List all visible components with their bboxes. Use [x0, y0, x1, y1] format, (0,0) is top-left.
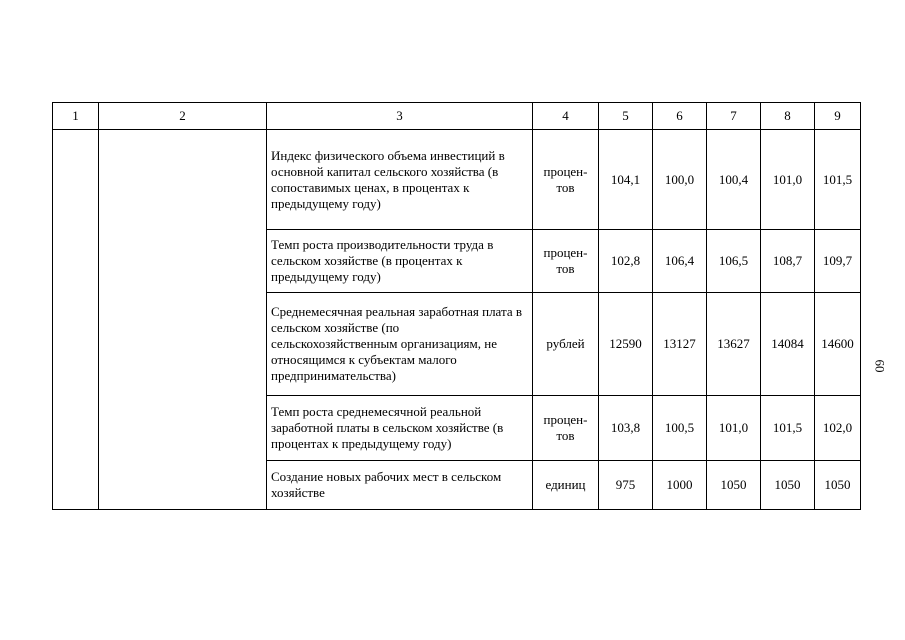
indicator-cell: Индекс физического объема инвестиций в основной капитал сельского хозяйства (в сопоставимых ценах, в процентах к предыдущему году)	[267, 130, 533, 230]
value-cell: 101,0	[707, 396, 761, 461]
value-cell: 102,0	[815, 396, 861, 461]
indicator-cell: Создание новых рабочих мест в сельском хозяйстве	[267, 461, 533, 510]
column-number-row	[53, 103, 861, 130]
unit-cell: процен-тов	[533, 130, 599, 230]
column-number: 7	[707, 103, 761, 130]
value-cell: 100,0	[653, 130, 707, 230]
table-row	[53, 130, 861, 230]
value-cell: 101,5	[761, 396, 815, 461]
indicator-cell: Темп роста производительности труда в сельском хозяйстве (в процентах к предыдущему году)	[267, 230, 533, 293]
empty-cell-col1	[53, 130, 99, 510]
value-cell: 13127	[653, 293, 707, 396]
value-cell: 1050	[707, 461, 761, 510]
page-number: 60	[872, 359, 888, 373]
value-cell: 100,5	[653, 396, 707, 461]
value-cell: 103,8	[599, 396, 653, 461]
value-cell: 1000	[653, 461, 707, 510]
empty-cell-col2	[99, 130, 267, 510]
value-cell: 106,4	[653, 230, 707, 293]
column-number: 2	[99, 103, 267, 130]
value-cell: 100,4	[707, 130, 761, 230]
value-cell: 1050	[815, 461, 861, 510]
column-number: 1	[53, 103, 99, 130]
value-cell: 108,7	[761, 230, 815, 293]
column-number: 3	[267, 103, 533, 130]
unit-cell: процен-тов	[533, 230, 599, 293]
value-cell: 106,5	[707, 230, 761, 293]
unit-cell: рублей	[533, 293, 599, 396]
value-cell: 14084	[761, 293, 815, 396]
value-cell: 14600	[815, 293, 861, 396]
value-cell: 104,1	[599, 130, 653, 230]
value-cell: 109,7	[815, 230, 861, 293]
indicators-table	[52, 102, 861, 510]
value-cell: 101,0	[761, 130, 815, 230]
value-cell: 101,5	[815, 130, 861, 230]
column-number: 6	[653, 103, 707, 130]
indicator-cell: Темп роста среднемесячной реальной заработной платы в сельском хозяйстве (в процентах к предыдущему году)	[267, 396, 533, 461]
value-cell: 13627	[707, 293, 761, 396]
value-cell: 102,8	[599, 230, 653, 293]
column-number: 5	[599, 103, 653, 130]
column-number: 9	[815, 103, 861, 130]
indicator-cell: Среднемесячная реальная заработная плата в сельском хозяйстве (по сельскохозяйственным организациям, не относящимся к субъектам малого предпринимательства)	[267, 293, 533, 396]
unit-cell: процен-тов	[533, 396, 599, 461]
value-cell: 12590	[599, 293, 653, 396]
value-cell: 1050	[761, 461, 815, 510]
value-cell: 975	[599, 461, 653, 510]
column-number: 4	[533, 103, 599, 130]
column-number: 8	[761, 103, 815, 130]
unit-cell: единиц	[533, 461, 599, 510]
